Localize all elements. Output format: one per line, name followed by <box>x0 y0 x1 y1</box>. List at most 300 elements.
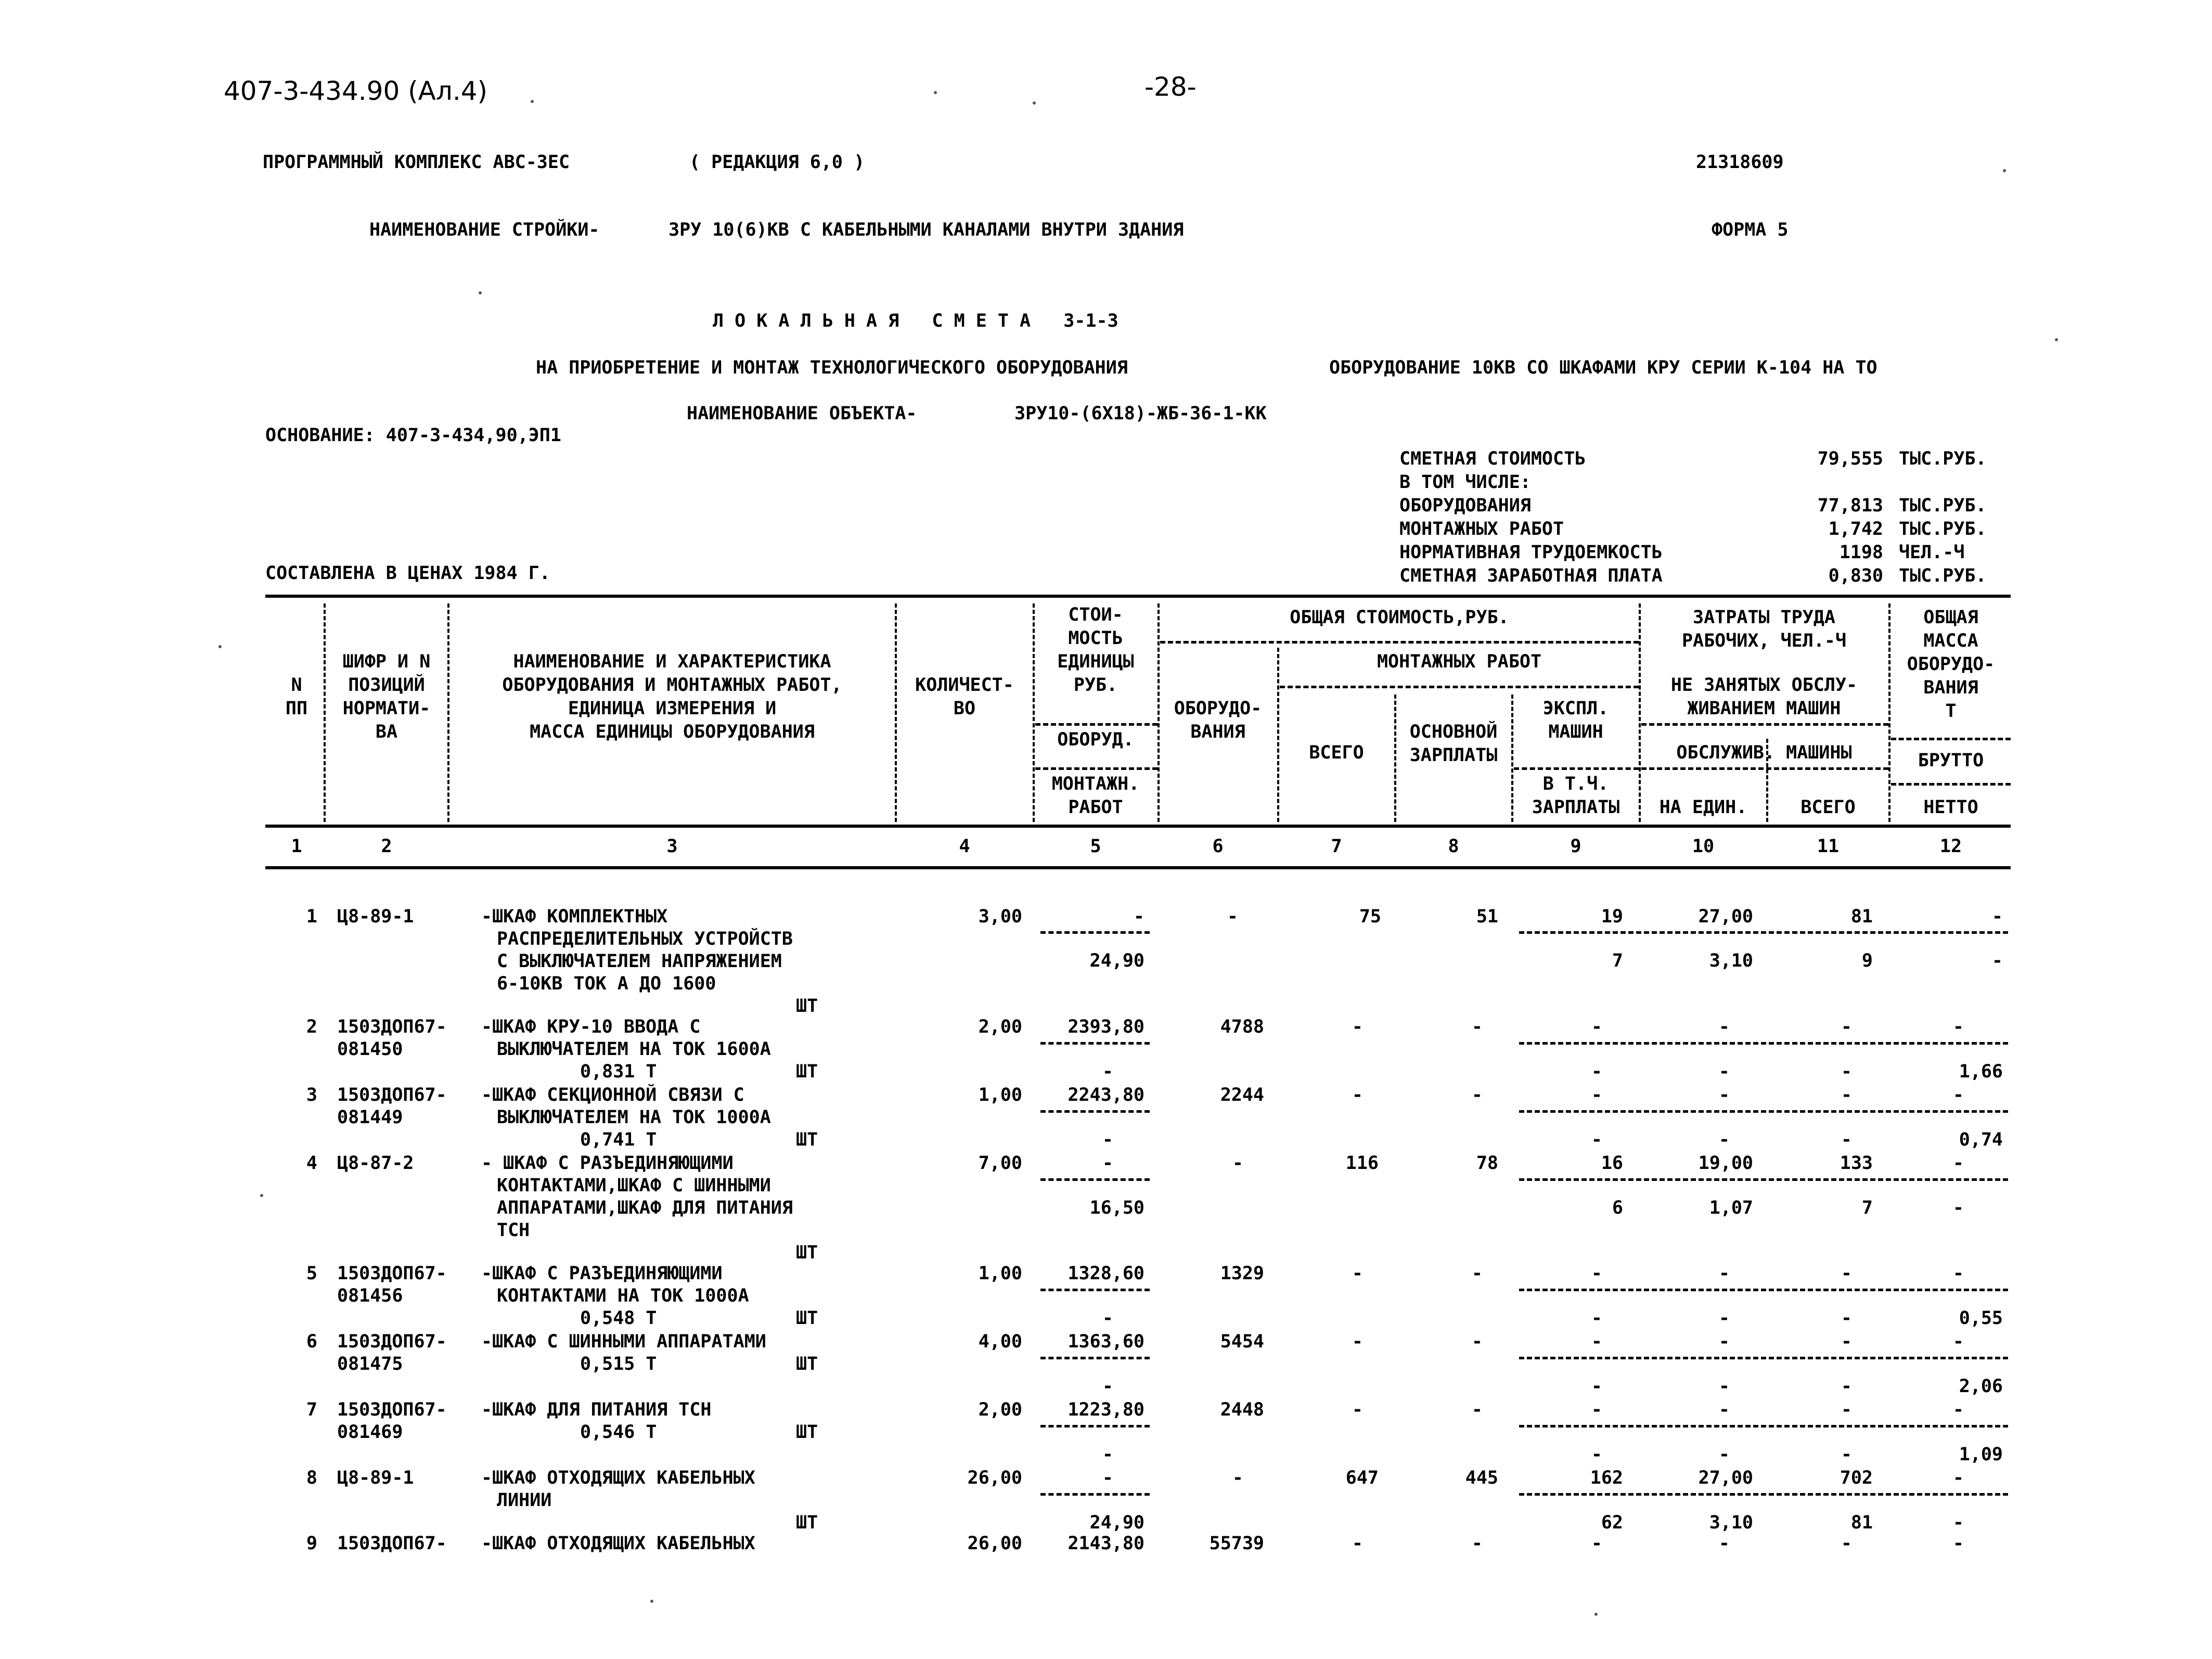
scan-speck <box>531 100 534 103</box>
summary-value: 77,813 <box>1817 495 1883 516</box>
col-header-code: ПОЗИЦИЙ <box>348 675 425 696</box>
cell-split-rule <box>1040 1289 1150 1291</box>
row-labor-total-machines: - <box>1841 1061 1852 1082</box>
row-code: 1503ДОП67- <box>337 1085 447 1105</box>
column-number: 9 <box>1570 836 1581 857</box>
row-machines: - <box>1591 1263 1602 1284</box>
row-machines-salary: - <box>1591 1444 1602 1465</box>
construction-label: НАИМЕНОВАНИЕ СТРОЙКИ- <box>369 220 600 240</box>
row-labor-per-unit-machines: - <box>1718 1376 1730 1397</box>
header-sub-rule <box>1891 738 2011 740</box>
summary-unit: ТЫС.РУБ. <box>1899 519 1987 539</box>
summary-label: ОБОРУДОВАНИЯ <box>1399 495 1531 516</box>
row-unit: ШТ <box>796 1242 818 1263</box>
form-number: ФОРМА 5 <box>1712 220 1789 240</box>
row-code: Ц8-89-1 <box>337 906 414 927</box>
cell-split-rule <box>1519 1110 2008 1113</box>
row-quantity: 3,00 <box>978 906 1022 927</box>
row-total: - <box>1352 1263 1363 1284</box>
cell-split-rule <box>1519 1493 2008 1496</box>
col-header-per-unit: НА ЕДИН. <box>1659 797 1747 818</box>
row-name: КОНТАКТАМИ,ШКАФ С ШИННЫМИ <box>497 1175 771 1196</box>
row-code: Ц8-89-1 <box>337 1468 414 1488</box>
header-sub-rule <box>1641 767 1888 770</box>
row-labor-total: - <box>1841 1331 1852 1352</box>
row-mass: 0,546 Т <box>580 1422 657 1443</box>
col-header-labor-sub: НЕ ЗАНЯТЫХ ОБСЛУ- <box>1670 675 1858 696</box>
row-equipment-cost: 1329 <box>1220 1263 1264 1284</box>
column-number: 3 <box>666 836 678 857</box>
row-name: ЛИНИИ <box>497 1490 552 1511</box>
row-equipment-cost: 2244 <box>1220 1085 1264 1105</box>
row-machines: - <box>1591 1017 1602 1037</box>
col-header-mounting: МОНТАЖНЫХ РАБОТ <box>1377 651 1542 672</box>
cell-split-rule <box>1040 1110 1150 1113</box>
column-divider <box>1511 695 1513 822</box>
summary-value: 79,555 <box>1817 448 1883 469</box>
row-name: ТСН <box>497 1220 530 1241</box>
row-labor-total-machines: 9 <box>1861 950 1873 971</box>
row-unit-mounting-cost: 24,90 <box>1089 1512 1144 1533</box>
col-header-code: НОРМАТИ- <box>342 698 431 719</box>
scan-speck <box>2003 169 2006 172</box>
page-number: -28- <box>1144 72 1197 102</box>
col-header-n: ПП <box>285 698 308 719</box>
row-number: 6 <box>306 1331 317 1352</box>
row-code: 081449 <box>337 1107 403 1128</box>
summary-value: 0,830 <box>1828 565 1883 586</box>
row-labor-per-unit: - <box>1718 1399 1730 1420</box>
row-name: -ШКАФ ДЛЯ ПИТАНИЯ ТСН <box>481 1399 712 1420</box>
col-header-total: ВСЕГО <box>1309 742 1364 763</box>
col-header-labor: РАБОЧИХ, ЧЕЛ.-Ч <box>1681 631 1847 651</box>
column-number: 10 <box>1692 836 1715 857</box>
row-mass-gross: - <box>1952 1468 1964 1488</box>
row-mass-net: - <box>1952 1198 1964 1218</box>
row-mass-net: 2,06 <box>1959 1376 2003 1397</box>
row-mass: 0,741 Т <box>580 1129 657 1150</box>
row-labor-total-machines: - <box>1841 1444 1852 1465</box>
row-total: 647 <box>1345 1468 1379 1488</box>
row-quantity: 7,00 <box>978 1153 1022 1174</box>
row-mass-gross: - <box>1952 1263 1964 1284</box>
document-code: 407-3-434.90 (Ал.4) <box>224 76 488 106</box>
row-name: АППАРАТАМИ,ШКАФ ДЛЯ ПИТАНИЯ <box>497 1198 793 1218</box>
row-mass: 0,548 Т <box>580 1308 657 1329</box>
col-header-mass: Т <box>1945 701 1957 722</box>
row-labor-per-unit: - <box>1718 1263 1730 1284</box>
row-unit: ШТ <box>796 1512 818 1533</box>
row-equipment-cost: 55739 <box>1209 1533 1264 1554</box>
row-code: Ц8-87-2 <box>337 1153 414 1174</box>
column-number: 12 <box>1939 836 1962 857</box>
scan-speck <box>1033 101 1036 105</box>
summary-label: В ТОМ ЧИСЛЕ: <box>1399 472 1531 493</box>
col-header-n: N <box>291 675 302 696</box>
row-unit: ШТ <box>796 1308 818 1329</box>
summary-label: НОРМАТИВНАЯ ТРУДОЕМКОСТЬ <box>1399 542 1663 563</box>
header-sub-rule <box>1641 723 1888 726</box>
row-name: 6-10КВ ТОК А ДО 1600 <box>497 973 716 994</box>
cell-split-rule <box>1519 1289 2008 1291</box>
row-salary: 51 <box>1476 906 1498 927</box>
row-labor-per-unit-machines: 3,10 <box>1709 1512 1753 1533</box>
scan-speck <box>2055 338 2058 341</box>
row-quantity: 2,00 <box>978 1399 1022 1420</box>
row-machines: - <box>1591 1399 1602 1420</box>
table-top-rule <box>265 595 2011 598</box>
summary-unit: ТЫС.РУБ. <box>1899 448 1987 469</box>
row-name: -ШКАФ С ШИННЫМИ АППАРАТАМИ <box>481 1331 766 1352</box>
row-machines-salary: - <box>1591 1129 1602 1150</box>
row-number: 3 <box>306 1085 317 1105</box>
row-mass: 0,515 Т <box>580 1354 657 1374</box>
cell-split-rule <box>1519 1425 2008 1427</box>
row-name: -ШКАФ С РАЗЪЕДИНЯЮЩИМИ <box>481 1263 723 1284</box>
row-labor-per-unit-machines: - <box>1718 1129 1730 1150</box>
row-mass-gross: - <box>1991 906 2003 927</box>
row-labor-total-machines: - <box>1841 1129 1852 1150</box>
row-machines: - <box>1591 1533 1602 1554</box>
col-header-equipment: ВАНИЯ <box>1190 722 1245 742</box>
summary-unit: ЧЕЛ.-Ч <box>1899 542 1965 563</box>
object-name: ЗРУ10-(6Х18)-ЖБ-36-1-КК <box>1014 403 1267 424</box>
row-labor-per-unit: 27,00 <box>1698 906 1753 927</box>
cell-split-rule <box>1040 1493 1150 1496</box>
row-machines: - <box>1591 1085 1602 1105</box>
row-name: С ВЫКЛЮЧАТЕЛЕМ НАПРЯЖЕНИЕМ <box>497 951 782 972</box>
row-total: 75 <box>1359 906 1381 927</box>
row-salary: - <box>1471 1263 1483 1284</box>
row-mass-gross: - <box>1952 1085 1964 1105</box>
cell-split-rule <box>1519 1178 2008 1181</box>
col-header-total-cost: ОБЩАЯ СТОИМОСТЬ,РУБ. <box>1290 607 1509 628</box>
column-number: 4 <box>959 836 970 857</box>
col-header-unit-cost: МОНТАЖН. <box>1051 774 1140 794</box>
row-code: 1503ДОП67- <box>337 1263 447 1284</box>
row-labor-per-unit-machines: 1,07 <box>1709 1198 1753 1218</box>
col-header-unit-cost: ОБОРУД. <box>1057 729 1134 750</box>
row-code: 1503ДОП67- <box>337 1017 447 1037</box>
numbers-bottom-rule <box>265 866 2011 869</box>
row-unit-equipment-cost: - <box>1133 906 1144 927</box>
column-number: 2 <box>381 836 392 857</box>
column-number: 6 <box>1212 836 1224 857</box>
row-unit-mounting-cost: - <box>1102 1061 1113 1082</box>
row-mass-net: 1,09 <box>1959 1444 2003 1465</box>
column-divider <box>1888 603 1891 822</box>
row-total: - <box>1352 1085 1363 1105</box>
summary-label: СМЕТНАЯ ЗАРАБОТНАЯ ПЛАТА <box>1399 565 1663 586</box>
summary-unit: ТЫС.РУБ. <box>1899 565 1987 586</box>
col-header-code: ВА <box>375 722 398 742</box>
row-equipment-cost: 4788 <box>1220 1017 1264 1037</box>
row-equipment-cost: 5454 <box>1220 1331 1264 1352</box>
row-code: 081450 <box>337 1039 403 1060</box>
row-number: 9 <box>306 1533 317 1554</box>
row-unit-equipment-cost: 2243,80 <box>1068 1085 1144 1105</box>
row-machines-salary: 7 <box>1612 950 1623 971</box>
col-header-salary: ЗАРПЛАТЫ <box>1409 745 1498 766</box>
col-header-labor: ЗАТРАТЫ ТРУДА <box>1693 607 1835 628</box>
row-machines-salary: - <box>1591 1308 1602 1329</box>
header-bottom-rule <box>265 825 2011 828</box>
row-unit: ШТ <box>796 996 818 1017</box>
col-header-quantity: ВО <box>953 698 976 719</box>
row-labor-total: - <box>1841 1017 1852 1037</box>
col-header-mass-gross: БРУТТО <box>1918 750 1984 771</box>
col-header-code: ШИФР И N <box>342 651 431 672</box>
row-unit: ШТ <box>796 1061 818 1082</box>
col-header-machines: МАШИН <box>1548 722 1603 742</box>
row-mass-net: - <box>1952 1512 1964 1533</box>
row-labor-total: 702 <box>1840 1468 1873 1488</box>
row-labor-total: 81 <box>1850 906 1873 927</box>
cell-split-rule <box>1040 931 1150 934</box>
cell-split-rule <box>1519 1042 2008 1045</box>
row-unit: ШТ <box>796 1422 818 1443</box>
cell-split-rule <box>1519 931 2008 934</box>
row-machines: 19 <box>1601 906 1623 927</box>
program-name: ПРОГРАММНЫЙ КОМПЛЕКС АВС-ЗЕС <box>263 152 570 173</box>
header-sub-rule <box>1035 723 1158 726</box>
column-divider <box>1158 603 1160 822</box>
row-unit-equipment-cost: 2393,80 <box>1068 1017 1144 1037</box>
row-mass-net: 1,66 <box>1959 1061 2003 1082</box>
row-unit-equipment-cost: - <box>1102 1468 1113 1488</box>
scan-speck <box>260 1194 263 1197</box>
row-name: -ШКАФ КОМПЛЕКТНЫХ <box>481 906 668 927</box>
row-number: 1 <box>306 906 317 927</box>
row-unit-equipment-cost: 1223,80 <box>1068 1399 1144 1420</box>
row-unit-mounting-cost: 24,90 <box>1089 950 1144 971</box>
row-machines-salary: 6 <box>1612 1198 1623 1218</box>
row-labor-per-unit: - <box>1718 1331 1730 1352</box>
row-name: -ШКАФ СЕКЦИОННОЙ СВЯЗИ С <box>481 1085 744 1105</box>
scan-speck <box>218 645 222 648</box>
row-mass-net: - <box>1991 950 2003 971</box>
row-machines-salary: - <box>1591 1061 1602 1082</box>
row-mass-net: 0,74 <box>1959 1129 2003 1150</box>
summary-value: 1198 <box>1839 542 1883 563</box>
column-number: 5 <box>1090 836 1101 857</box>
row-unit-equipment-cost: 1328,60 <box>1068 1263 1144 1284</box>
column-divider <box>1639 603 1641 822</box>
summary-unit: ТЫС.РУБ. <box>1899 495 1987 516</box>
col-header-mass-net: НЕТТО <box>1923 797 1978 818</box>
row-unit: ШТ <box>796 1129 818 1150</box>
row-name: КОНТАКТАМИ НА ТОК 1000А <box>497 1285 749 1306</box>
row-machines: - <box>1591 1331 1602 1352</box>
col-header-labor-sub: ЖИВАНИЕМ МАШИН <box>1687 698 1841 719</box>
column-divider <box>1394 695 1396 822</box>
row-total: - <box>1352 1017 1363 1037</box>
object-label: НАИМЕНОВАНИЕ ОБЪЕКТА- <box>687 403 917 424</box>
row-labor-per-unit-machines: - <box>1718 1444 1730 1465</box>
row-code: 081475 <box>337 1354 403 1374</box>
row-unit: ШТ <box>796 1354 818 1374</box>
row-salary: - <box>1471 1399 1483 1420</box>
col-header-equipment: ОБОРУДО- <box>1174 698 1262 719</box>
col-header-name: МАССА ЕДИНИЦЫ ОБОРУДОВАНИЯ <box>530 722 815 742</box>
scan-speck <box>1594 1613 1598 1616</box>
row-labor-total-machines: 7 <box>1861 1198 1873 1218</box>
row-labor-total: 133 <box>1840 1153 1873 1174</box>
construction-name: ЗРУ 10(6)КВ С КАБЕЛЬНЫМИ КАНАЛАМИ ВНУТРИ ЗДАНИЯ <box>668 220 1184 240</box>
col-header-mass: ВАНИЯ <box>1923 677 1978 698</box>
row-salary: - <box>1471 1331 1483 1352</box>
row-salary: - <box>1471 1017 1483 1037</box>
col-header-mass: МАССА <box>1923 631 1978 651</box>
cell-split-rule <box>1040 1178 1150 1181</box>
row-labor-per-unit: 19,00 <box>1698 1153 1753 1174</box>
col-header-machines: В Т.Ч. <box>1542 774 1609 794</box>
column-divider <box>1277 648 1279 822</box>
row-number: 7 <box>306 1399 317 1420</box>
row-labor-total-machines: - <box>1841 1308 1852 1329</box>
row-salary: - <box>1471 1533 1483 1554</box>
row-labor-per-unit-machines: 3,10 <box>1709 950 1753 971</box>
row-equipment-cost: - <box>1232 1153 1243 1174</box>
basis-reference: ОСНОВАНИЕ: 407-3-434,90,ЭП1 <box>265 425 561 446</box>
col-header-name: ЕДИНИЦА ИЗМЕРЕНИЯ И <box>568 698 777 719</box>
row-labor-per-unit: - <box>1718 1085 1730 1105</box>
estimate-subtitle: НА ПРИОБРЕТЕНИЕ И МОНТАЖ ТЕХНОЛОГИЧЕСКОГО ОБОРУДОВАНИЯ <box>536 357 1128 378</box>
row-salary: - <box>1471 1085 1483 1105</box>
col-header-unit-cost: ЕДИНИЦЫ <box>1057 651 1134 672</box>
row-total: - <box>1352 1399 1363 1420</box>
row-labor-total: - <box>1841 1399 1852 1420</box>
row-machines-salary: - <box>1591 1376 1602 1397</box>
row-mass-net: 0,55 <box>1959 1308 2003 1329</box>
row-total: - <box>1352 1533 1363 1554</box>
scan-speck <box>934 91 937 94</box>
col-header-name: ОБОРУДОВАНИЯ И МОНТАЖНЫХ РАБОТ, <box>502 675 842 696</box>
row-machines: 16 <box>1601 1153 1623 1174</box>
row-mass-gross: - <box>1952 1331 1964 1352</box>
row-total: - <box>1352 1331 1363 1352</box>
row-quantity: 26,00 <box>967 1533 1022 1554</box>
cell-split-rule <box>1040 1042 1150 1045</box>
row-equipment-cost: 2448 <box>1220 1399 1264 1420</box>
row-mass: 0,831 Т <box>580 1061 657 1082</box>
row-number: 5 <box>306 1263 317 1284</box>
row-unit-mounting-cost: 16,50 <box>1089 1198 1144 1218</box>
row-name: ВЫКЛЮЧАТЕЛЕМ НА ТОК 1600А <box>497 1039 771 1060</box>
summary-value: 1,742 <box>1828 519 1883 539</box>
column-divider <box>895 603 897 822</box>
row-number: 2 <box>306 1017 317 1037</box>
row-name: -ШКАФ ОТХОДЯЩИХ КАБЕЛЬНЫХ <box>481 1468 755 1488</box>
row-code: 1503ДОП67- <box>337 1331 447 1352</box>
row-labor-per-unit-machines: - <box>1718 1061 1730 1082</box>
header-sub-rule <box>1891 783 2011 786</box>
col-header-labor-sub: ОБСЛУЖИВ. МАШИНЫ <box>1676 742 1852 763</box>
row-unit-mounting-cost: - <box>1102 1308 1113 1329</box>
column-number: 11 <box>1817 836 1840 857</box>
row-unit-equipment-cost: 1363,60 <box>1068 1331 1144 1352</box>
column-divider <box>447 603 449 822</box>
header-sub-rule <box>1280 686 1639 688</box>
estimate-title: Л О К А Л Ь Н А Я С М Е Т А 3-1-3 <box>713 311 1118 331</box>
col-header-mass: ОБОРУДО- <box>1907 654 1995 675</box>
row-name: -ШКАФ КРУ-10 ВВОДА С <box>481 1017 701 1037</box>
row-labor-per-unit: - <box>1718 1533 1730 1554</box>
row-mass-gross: - <box>1952 1399 1964 1420</box>
row-labor-total: - <box>1841 1085 1852 1105</box>
col-header-labor-total: ВСЕГО <box>1801 797 1856 818</box>
col-header-quantity: КОЛИЧЕСТ- <box>915 675 1014 696</box>
col-header-name: НАИМЕНОВАНИЕ И ХАРАКТЕРИСТИКА <box>513 651 831 672</box>
row-unit-mounting-cost: - <box>1102 1444 1113 1465</box>
row-labor-per-unit: 27,00 <box>1698 1468 1753 1488</box>
row-labor-total: - <box>1841 1533 1852 1554</box>
row-code: 1503ДОП67- <box>337 1399 447 1420</box>
col-header-mass: ОБЩАЯ <box>1923 607 1978 628</box>
estimate-subtitle-equipment: ОБОРУДОВАНИЕ 10КВ СО ШКАФАМИ КРУ СЕРИИ К-104 НА ТО <box>1329 357 1877 378</box>
row-number: 8 <box>306 1468 317 1488</box>
row-salary: 78 <box>1476 1153 1498 1174</box>
col-header-unit-cost: РАБОТ <box>1068 797 1123 818</box>
row-mass-gross: - <box>1952 1017 1964 1037</box>
program-edition: ( РЕДАКЦИЯ 6,0 ) <box>689 152 865 173</box>
col-header-unit-cost: СТОИ- <box>1068 605 1123 625</box>
row-mass-gross: - <box>1952 1533 1964 1554</box>
column-divider <box>1033 603 1035 822</box>
row-labor-total-machines: - <box>1841 1376 1852 1397</box>
row-unit-equipment-cost: - <box>1102 1153 1113 1174</box>
row-labor-per-unit-machines: - <box>1718 1308 1730 1329</box>
cell-split-rule <box>1040 1425 1150 1427</box>
price-base: СОСТАВЛЕНА В ЦЕНАХ 1984 Г. <box>265 563 550 584</box>
row-unit-mounting-cost: - <box>1102 1129 1113 1150</box>
row-quantity: 1,00 <box>978 1263 1022 1284</box>
header-sub-rule <box>1160 641 1639 644</box>
scan-speck <box>650 1600 653 1603</box>
column-divider <box>324 603 326 822</box>
row-quantity: 2,00 <box>978 1017 1022 1037</box>
col-header-salary: ОСНОВНОЙ <box>1409 722 1498 742</box>
row-labor-total: - <box>1841 1263 1852 1284</box>
row-quantity: 4,00 <box>978 1331 1022 1352</box>
row-code: 081456 <box>337 1285 403 1306</box>
row-name: РАСПРЕДЕЛИТЕЛЬНЫХ УСТРОЙСТВ <box>497 929 793 949</box>
row-mass-gross: - <box>1952 1153 1964 1174</box>
column-number: 7 <box>1331 836 1342 857</box>
row-quantity: 26,00 <box>967 1468 1022 1488</box>
scan-speck <box>479 291 482 294</box>
row-machines-salary: 62 <box>1601 1512 1623 1533</box>
cell-split-rule <box>1040 1357 1150 1359</box>
row-salary: 445 <box>1465 1468 1498 1488</box>
column-number: 8 <box>1448 836 1459 857</box>
row-unit-equipment-cost: 2143,80 <box>1068 1533 1144 1554</box>
summary-label: МОНТАЖНЫХ РАБОТ <box>1399 519 1564 539</box>
row-name: -ШКАФ ОТХОДЯЩИХ КАБЕЛЬНЫХ <box>481 1533 755 1554</box>
row-labor-total-machines: 81 <box>1850 1512 1873 1533</box>
row-name: ВЫКЛЮЧАТЕЛЕМ НА ТОК 1000А <box>497 1107 771 1128</box>
col-header-machines: ЗАРПЛАТЫ <box>1532 797 1620 818</box>
col-header-unit-cost: РУБ. <box>1073 675 1118 696</box>
header-sub-rule <box>1514 767 1639 770</box>
header-sub-rule <box>1035 767 1158 770</box>
row-total: 116 <box>1345 1153 1379 1174</box>
row-machines: 162 <box>1590 1468 1623 1488</box>
row-equipment-cost: - <box>1227 906 1238 927</box>
col-header-machines: ЭКСПЛ. <box>1542 698 1609 719</box>
program-id: 21318609 <box>1696 152 1784 173</box>
row-code: 081469 <box>337 1422 403 1443</box>
